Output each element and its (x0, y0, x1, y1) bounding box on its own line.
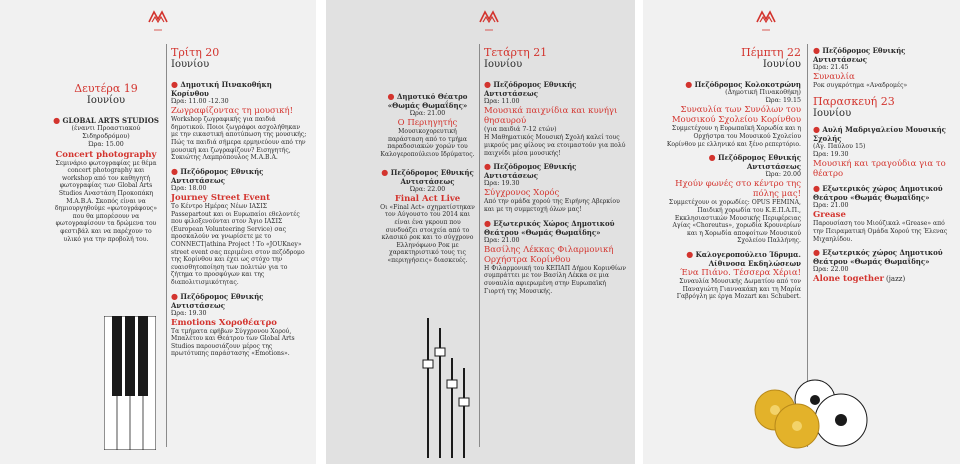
bullet-icon: ● (708, 152, 716, 163)
event-description: Η Φιλαρμονική του ΚΕΠΑΠ Δήμου Κορινθίων συμπράττει με τον Βασίλη Λέκκα σε μια συναυλία αφιερωμένη στην Ευρωπαϊκή Γιορτή της Μουσικής. (484, 264, 626, 295)
event-title: Concert photography (55, 149, 157, 160)
event-title: Συναυλία (813, 72, 855, 83)
event-title: Emotions Χοροθέατρο (171, 317, 277, 328)
event-time: Ώρα: 20.00 (765, 171, 801, 179)
bullet-icon: ● (387, 91, 395, 101)
event-time: Ώρα: 18.00 (171, 184, 207, 192)
event-description: Συμμετέχουν οι χορωδίες: OPUS FEMINA, Παιδική χορωδία του Κ.Ε.Π.Α.Π., Εκκλησιαστικών Μουσικής Περιφέρειας Αγίας «Choreutus», χορωδία Κρουνερίων και η Χορωδία αποφοίτων Μουσικού Σχολείου Παλλήνης. (668, 199, 801, 245)
day-tuesday-evening (380, 92, 475, 265)
venue-name: ● Αυλή Μαδριγαλείου Μουσικής Σχολής (813, 123, 946, 143)
event-description: Από την ομάδα χορού της Ειρήνης Αβερκίου και με τη συμμετοχή όλων μας! (484, 198, 620, 213)
event-title: Ένα Πιάνο. Τέσσερα Χέρια! (680, 267, 801, 278)
bullet-icon: ● (484, 217, 491, 228)
mixer-sliders-illustration (420, 318, 472, 458)
venue-name: ● Εξωτερικός χώρος Δημοτικού Θεάτρου «Θωμάς Θωμαΐδης» (813, 247, 943, 267)
venue-name: ● Πεζόδρομος Εθνικής Αντιστάσεως (171, 290, 264, 310)
venue-name: ● Πεζόδρομος Εθνικής Αντιστάσεως (171, 165, 264, 185)
bullet-icon: ● (171, 79, 178, 89)
day-friday-column (813, 46, 953, 285)
festival-logo (476, 8, 502, 38)
event-time: Ώρα: 21.00 (484, 236, 520, 244)
event-time: Ώρα: 19.30 (171, 309, 207, 317)
event-time: Ώρα: 19.30 (813, 151, 849, 158)
venue-name: ● GLOBAL ARTS STUDIOS (53, 115, 159, 125)
event-description: Μουσικοχορευτική παράσταση από το τμήμα παραδοσιακών χορών του Καλογεροπούλειου Ιδρύματος. (380, 128, 475, 158)
event-genre: (jazz) (886, 275, 906, 284)
event-title: Συναυλία των Συνόλων του Μουσικού Σχολείου Κορίνθου (671, 105, 801, 126)
venue-subtitle: (έναντι Προαστιακού Σιδηροδρόμου) (71, 125, 141, 141)
event-title: Ηχούν φωνές στο κέντρο της πόλης μας! (675, 179, 801, 200)
event-description: Παρουσίαση του Μιούζικαλ «Grease» από την Πειραματική Ομάδα Χορού της Έλενας Μιχαηλίδου. (813, 220, 948, 243)
event-title: Σύγχρονος Χορός (484, 188, 560, 199)
day-heading: Πέμπτη 22 (741, 46, 801, 59)
month-label: Ιουνίου (813, 107, 852, 119)
venue-name: ● Εξωτερικός Χώρος Δημοτικού Θεάτρου «Θωμάς Θωμαΐδης» (484, 217, 615, 237)
venue-name: ● Δημοτικό Θέατρο «Θωμάς Θωμαΐδης» (387, 91, 468, 110)
month-label: Ιουνίου (762, 59, 801, 70)
month-label: Ιουνίου (86, 95, 126, 106)
bullet-icon: ● (53, 115, 61, 125)
venue-name: ● Πεζόδρομος Κολοκοτρώνη (685, 79, 801, 89)
bullet-icon: ● (381, 166, 389, 177)
bullet-icon: ● (171, 290, 178, 301)
event-description: Οι «Final Act» σχηματίστηκαν τον Αύγουστο του 2014 και είναι ένα γκρουπ που συνδυάζει στοιχεία από το κλασικό ροκ και το σύγχρονο Ελληνόφωνο Ροκ με χαρακτηριστικό τους τις «περιηγήσεις» διασκευές. (380, 203, 475, 264)
brochure-panel-2 (326, 0, 635, 464)
venue-subtitle: (Αγ. Παύλου 15) (813, 142, 866, 150)
event-title: Ζωγραφίζοντας τη μουσική! (171, 106, 293, 117)
event-title: Grease (813, 210, 846, 221)
event-description: Ροκ συγκρότημα «Αναδρομές» (813, 82, 908, 90)
event-time: Ώρα: 15.00 (88, 141, 124, 149)
event-description: Σεμινάριο φωτογραφίας με θέμα concert photography και workshop από τον καθηγητή φωτογραφίας των Global Arts Studios Αναστάση Προκοπάκη Μ.Α.Β.Α. Σκοπός είναι να δημιουργηθούμε «φωτογράφους» που θα μπορέσουν να φωτογραφίσουν τα δρώμενα του φεστιβάλ και να παρέχουν το υλικό για την προβολή του. (54, 159, 158, 243)
day-heading: Παρασκευή 23 (813, 94, 895, 108)
event-time: Ώρα: 22.00 (813, 266, 849, 274)
venue-subtitle: (Δημοτική Πινακοθήκη) (725, 89, 801, 96)
piano-keys-illustration (104, 316, 156, 450)
event-title: Journey Street Event (171, 192, 271, 203)
bullet-icon: ● (813, 247, 820, 258)
fold-gap-2 (635, 0, 643, 464)
day-heading: Τετάρτη 21 (484, 46, 548, 59)
event-description: Συμμετέχουν η Ευρωπαϊκή Χορωδία και η Ορχήστρα του Μουσικού Σχολείου Κορίνθου με ελληνικό και ξένο ρεπερτόριο. (666, 125, 801, 148)
day-thursday (663, 46, 801, 301)
cymbals-illustration (753, 372, 871, 456)
fold-gap-1 (316, 0, 326, 464)
venue-name: ● Πεζόδρομος Εθνικής Αντιστάσεως (484, 79, 577, 98)
day-monday (52, 82, 160, 243)
bullet-icon: ● (685, 79, 693, 89)
event-description: Το Κέντρο Ημέρας Νέων ΙΑΣΙΣ Passepartout και οι Ευρωπαίοι εθελοντές που φιλοξενούνται στον Άγιο ΙΑΣΙΣ (European Volunteering Service) σας προσκαλούν να γνωρίσετε με το CONNECT|athina Project ! Το «JOUKney» street event σας περιμένει στον πεζόδρομο της Κορίνθου και έχει ως στόχο την ευαισθητοποίηση των πολιτών για το ζήτημα το προσφύγων και της διαπολιτισμικότητας. (171, 202, 305, 286)
bullet-icon: ● (813, 45, 820, 55)
event-time: Ώρα: 11.00 -12.30 (171, 98, 229, 105)
bullet-icon: ● (171, 165, 178, 176)
brochure-panel-3 (643, 0, 960, 464)
venue-name: ● Εξωτερικός χώρος Δημοτικού Θεάτρου «Θωμάς Θωμαΐδης» (813, 183, 943, 203)
bullet-icon: ● (484, 79, 491, 89)
event-title: Final Act Live (394, 193, 461, 204)
event-title: Μουσική και τραγούδια για το θέατρο (813, 159, 946, 180)
column-divider (166, 44, 167, 447)
event-description: Η Μαθηματικός Μουσική Σχολή καλεί τους μικρούς μας φίλους να ετοιμαστούν για πολύ παιχνίδι μέσα μουσικής! (484, 134, 626, 157)
event-time: Ώρα: 19.15 (765, 97, 801, 105)
bullet-icon: ● (484, 161, 491, 172)
event-time: Ώρα: 21.45 (813, 64, 849, 71)
brochure-panel-1 (0, 0, 316, 464)
festival-logo (145, 8, 171, 38)
event-title: Alone together (813, 274, 884, 285)
day-heading: Τρίτη 20 (171, 46, 220, 59)
venue-name: ● Δημοτική Πινακοθήκη Κορίνθου (171, 79, 272, 98)
event-description: Workshop ζωγραφικής για παιδιά δημοτικού. Ποιοι ζωγράφοι ασχολήθηκαν με την εικαστική αποτύπωση της μουσικής; Πώς τα παιδιά σήμερα ερμηνεύουν από την μουσική και ζωγραφίζουν? Εισηγητής, Συκιώτης Λαμπρόπουλος Μ.Α.Β.Α. (171, 116, 307, 162)
event-time: Ώρα: 22.00 (409, 185, 446, 193)
event-time: Ώρα: 21.00 (409, 110, 446, 117)
bullet-icon: ● (686, 248, 694, 259)
festival-logo (753, 8, 779, 38)
month-label: Ιουνίου (171, 59, 210, 70)
event-subtitle: (για παιδιά 7-12 ετών) (484, 126, 557, 134)
venue-name: ● Πεζόδρομος Εθνικής Αντιστάσεως (381, 166, 474, 186)
venue-name: ● Πεζόδρομος Εθνικής Αντιστάσεως (484, 161, 577, 181)
event-description: Συναυλία Μουσικής Δωματίου από τον Παναγιώτη Γιαννακάκη και τη Μαρία Γαβρόγλη με έργα Mozart και Schubert. (676, 277, 801, 301)
venue-name: ● Πεζόδρομος Εθνικής Αντιστάσεως (813, 45, 906, 64)
day-tuesday (171, 46, 307, 358)
day-heading: Δευτέρα 19 (74, 82, 138, 95)
bullet-icon: ● (813, 183, 820, 194)
day-wednesday (484, 46, 627, 295)
event-time: Ώρα: 11.00 (484, 98, 520, 105)
event-title: Μουσικά παιχνίδια και κυνήγι θησαυρού (484, 106, 618, 127)
event-description: Τα τμήματα εφήβων Σύγχρονου Χορού, Μπαλέτου και Θεάτρου των Global Arts Studios παρουσιάζουν μέρος της πρωτότυπης παράστασης «Emotions». (171, 327, 295, 358)
event-title: Βασίλης Λέκκας Φιλαρμονική Ορχήστρα Κορίνθου (484, 244, 614, 265)
event-time: Ώρα: 21.00 (813, 202, 849, 210)
event-title: Ο Περιηγητής (397, 118, 458, 129)
event-title-line (813, 274, 953, 284)
venue-name: ● Καλογεροπούλειο Ίδρυμα. Λίθινοσα Εκδηλώσεων (686, 248, 801, 268)
event-time: Ώρα: 19.30 (484, 180, 520, 188)
venue-name: ● Πεζόδρομος Εθνικής Αντιστάσεως (708, 152, 801, 172)
bullet-icon: ● (813, 123, 820, 134)
column-divider (479, 44, 480, 447)
month-label: Ιουνίου (484, 59, 523, 70)
